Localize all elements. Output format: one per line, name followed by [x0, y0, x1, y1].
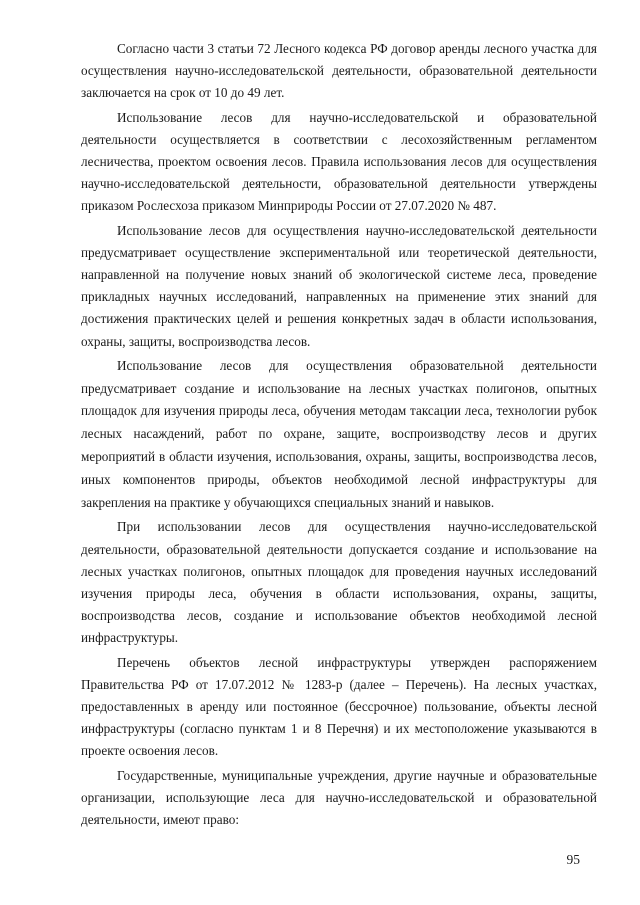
paragraph-research-activity: Использование лесов для осуществления научно-исследовательской деятельности предусматривает осуществление экспериментальной или теоретической деятельности, направленной на получение новых знаний об экологической системе леса, проведение прикладных научных исследований, направленных на применение этих знаний для достижения практических целей и решения конкретных задач в области использования, охраны, защиты, воспроизводства лесов. [81, 222, 597, 349]
paragraph-forest-use-rules: Использование лесов для научно-исследовательской и образовательной деятельности осуществляется в соответствии с лесохозяйственным регламентом лесничества, проектом освоения лесов. Правила использования лесов для осуществления научно-исследовательской деятельности, образовательной деятельности утверждены приказом Рослесхоза приказом Минприроды России от 27.07.2020 № 487. [81, 109, 597, 214]
paragraph-permitted-objects: При использовании лесов для осуществления научно-исследовательской деятельности, образовательной деятельности допускается создание и использование на лесных участках полигонов, опытных площадок для проведения научных исследований изучения природы леса, обучения в области использования, охраны, защиты, воспроизводства лесов, создание и использование объектов необходимой лесной инфраструктуры. [81, 519, 597, 646]
paragraph-lease-term: Согласно части 3 статьи 72 Лесного кодекса РФ договор аренды лесного участка для осуществления научно-исследовательской деятельности, образовательной деятельности заключается на срок от 10 до 49 лет. [81, 41, 597, 101]
page-number: 95 [566, 852, 580, 867]
paragraph-organization-rights: Государственные, муниципальные учреждения, другие научные и образовательные организации, использующие леса для научно-исследовательской и образовательной деятельности, имеют право: [81, 767, 597, 828]
paragraph-infrastructure-list: Перечень объектов лесной инфраструктуры утвержден распоряжением Правительства РФ от 17.07.2012 № 1283-р (далее – Перечень). На лесных участках, предоставленных в аренду или постоянное (бессрочное) пользование, объекты лесной инфраструктуры (согласно пунктам 1 и 8 Перечня) и их местоположение указываются в проекте освоения лесов. [81, 654, 597, 759]
page-body [81, 38, 597, 833]
paragraph-educational-activity: Использование лесов для осуществления образовательной деятельности предусматривает создание и использование на лесных участках полигонов, опытных площадок для изучения природы леса, обучения методам таксации леса, технологии рубок лесных насаждений, работ по охране, защите, воспроизводству лесов и других мероприятий в области изучения, использования, охраны, защиты, воспроизводства лесов, иных компонентов природы, объектов необходимой лесной инфраструктуры для закрепления на практике у обучающихся специальных знаний и навыков. [81, 357, 597, 510]
